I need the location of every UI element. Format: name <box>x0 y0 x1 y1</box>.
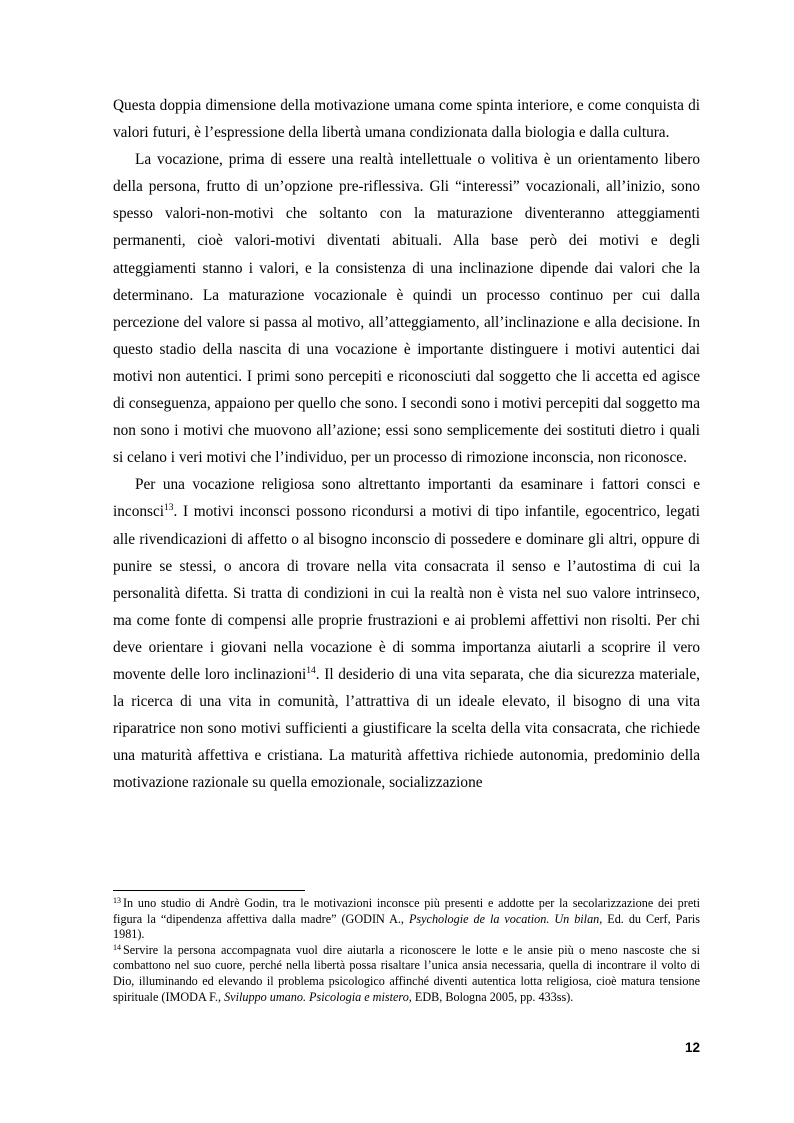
footnote-separator <box>113 890 305 891</box>
paragraph-text: . Il desiderio di una vita separata, che dia sicurezza materiale, la ricerca di una vita in comunità, l’attrattiva di un ideale elevato, il bisogno di una vita riparatrice non sono motivi sufficienti a giustificare la scelta della vita consacrata, che richiede una maturità affettiva e cristiana. La maturità affettiva richiede autonomia, predominio della motivazione razionale su quella emozionale, socializzazione <box>113 665 700 792</box>
footnote-text: , Ed. du Cerf, Paris 1981). <box>113 911 701 942</box>
footnote-title: Psychologie de la vocation. Un bilan <box>408 911 600 926</box>
paragraph: La vocazione, prima di essere una realtà intellettuale o volitiva è un orientamento libero della persona, frutto di un’opzione pre-riflessiva. Gli “interessi” vocazionali, all’inizio, sono spesso valori-non-motivi che soltanto con la maturazione diventeranno atteggiamenti permanenti, cioè valori-motivi diventati abituali. Alla base però dei motivi e degli atteggiamenti stanno i valori, e la consistenza di una inclinazione dipende dai valori che la determinano. La maturazione vocazionale è quindi un processo continuo per cui dalla percezione del valore si passa al motivo, all’atteggiamento, all’inclinazione e alla decisione. In questo stadio della nascita di una vocazione è importante distinguere i motivi autentici dai motivi non autentici. I primi sono percepiti e riconosciuti dal soggetto che li accetta ed agisce di conseguenza, appaiono per quello che sono. I secondi sono i motivi percepiti dal soggetto ma non sono i motivi che muovono all’azione; essi sono semplicemente dei sostituti dietro i quali si celano i veri motivi che l’individuo, per un processo di rimozione inconscia, non riconosce. <box>113 151 700 467</box>
footnote-text: , EDB, Bologna 2005, pp. 433ss). <box>408 989 574 1004</box>
paragraph-text: . I motivi inconsci possono ricondursi a motivi di tipo infantile, egocentrico, legati alle rivendicazioni di affetto o al bisogno inconscio di possedere e dominare gli altri, oppure di punire se stessi, o ancora di trovare nella vita consacrata il senso e l’autostima di cui la personalità difetta. Si tratta di condizioni in cui la realtà non è vista nel suo valore intrinseco, ma come fonte di compensi alle proprie frustrazioni e ai problemi affettivi non risolti. Per chi deve orientare i giovani nella vocazione è di somma importanza aiutarli a scoprire il vero movente delle loro inclinazioni <box>113 503 700 683</box>
paragraph-text: Per una vocazione religiosa sono altrettanto importanti da esaminare i fattori consci e inconsci <box>113 476 700 521</box>
footnote-13 <box>113 896 700 943</box>
footnote-number: 13 <box>113 896 121 905</box>
paragraph: Questa doppia dimensione della motivazione umana come spinta interiore, e come conquista di valori futuri, è l’espressione della libertà umana condizionata dalla biologia e dalla cultura. <box>113 97 700 142</box>
footnote-14 <box>113 943 700 1005</box>
body-text <box>113 92 700 796</box>
footnote-text: In uno studio di Andrè Godin, tra le motivazioni inconsce più presenti e addotte per la secolarizzazione dei preti figura la “dipendenza affettiva dalla madre” (GODIN A., <box>113 896 700 926</box>
footnote-text: Servire la persona accompagnata vuol dire aiutarla a riconoscere le lotte e le ansie più o meno nascoste che si combattono nel suo cuore, perché nella libertà possa risaltare l’unica ansia necessaria, quella di incontrare il volto di Dio, illuminando ed elevando il problema psicologico affinché diventi autentica lotta religiosa, cioè matura tensione spirituale (IMODA F., <box>113 942 700 1004</box>
footnote-reference-13[interactable]: 13 <box>163 503 174 514</box>
footnotes <box>113 896 700 1005</box>
page-number: 12 <box>684 1040 700 1055</box>
footnote-title: Sviluppo umano. Psicologia e mistero <box>224 989 409 1004</box>
footnote-reference-14[interactable]: 14 <box>306 665 316 676</box>
footnote-number: 14 <box>113 942 121 952</box>
paragraph <box>113 471 700 796</box>
